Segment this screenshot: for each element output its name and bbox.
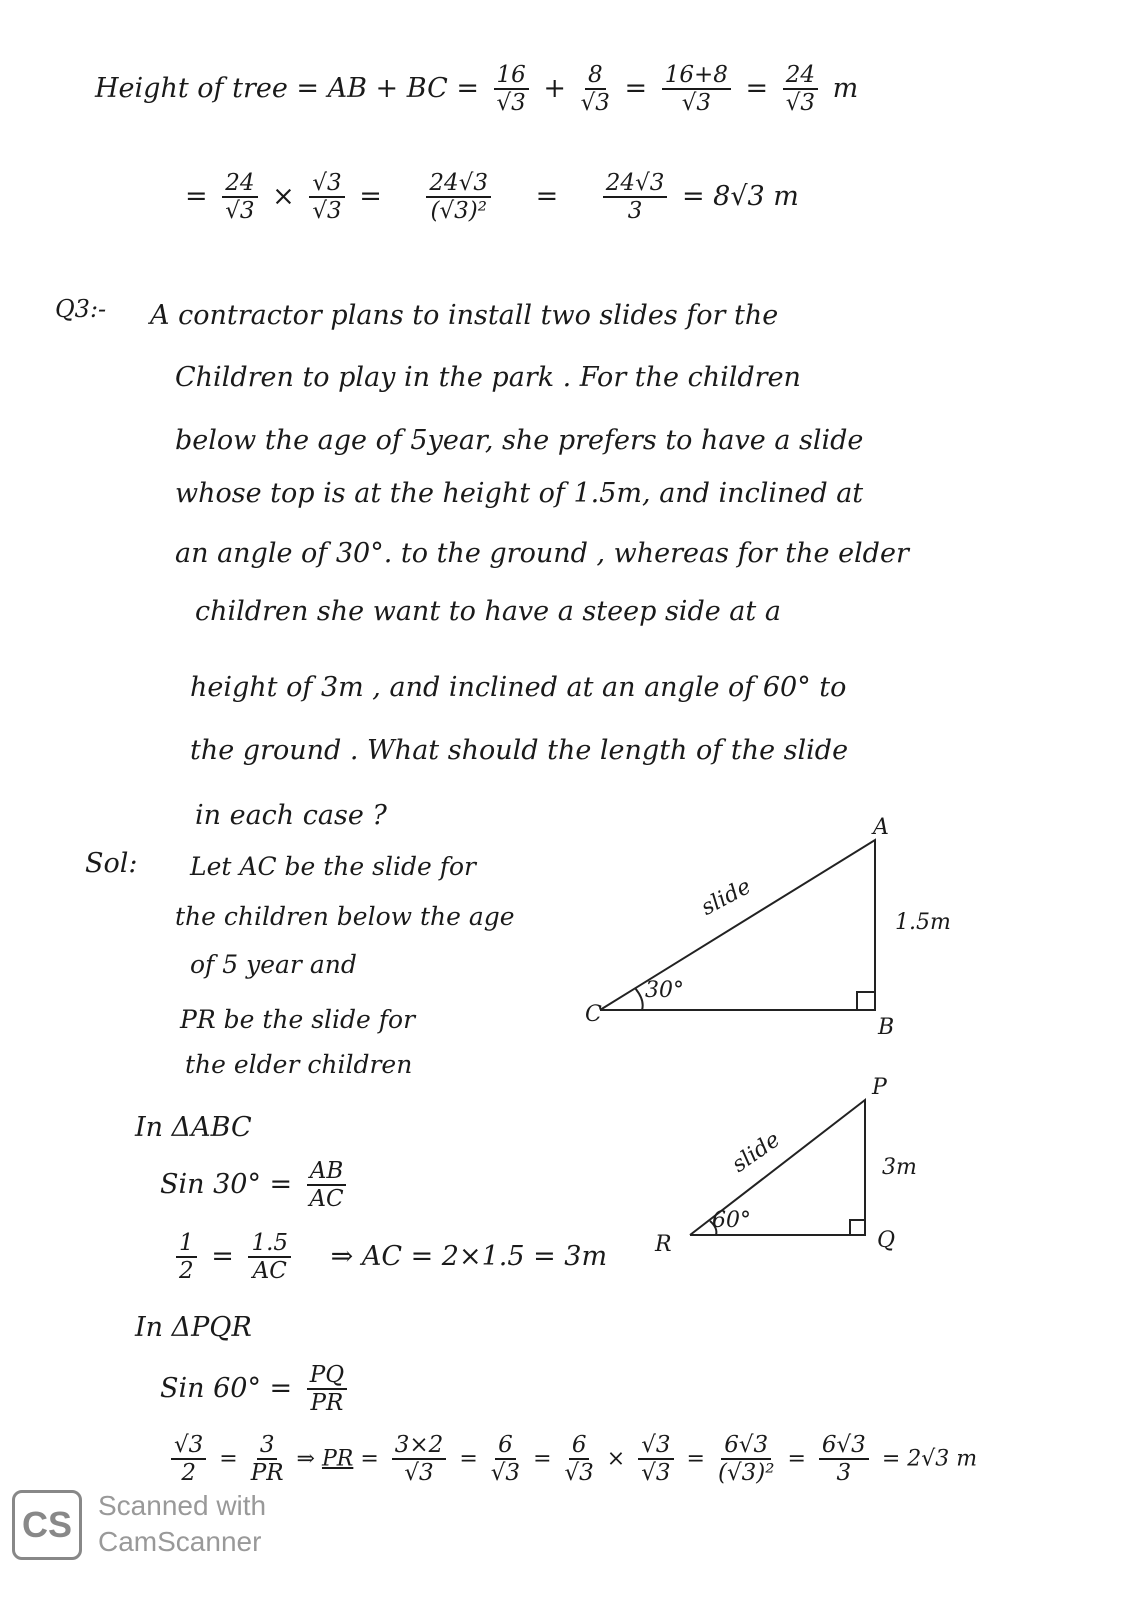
num: 6√3	[721, 1432, 771, 1460]
question-line: in each case ?	[195, 800, 387, 831]
t: = 2√3 m	[881, 1446, 978, 1472]
num: 24√3	[426, 170, 491, 198]
final-equation	[165, 1432, 977, 1487]
den: 3	[627, 198, 643, 225]
vertex-a: A	[873, 815, 889, 840]
fraction	[819, 1432, 869, 1487]
t: =	[359, 180, 382, 212]
question-label: Q3:-	[55, 295, 107, 323]
t: = AB + BC =	[296, 72, 479, 104]
t: ⇒ AC = 2×1.5 = 3m	[330, 1240, 608, 1272]
fraction	[307, 1158, 347, 1213]
fraction	[783, 62, 818, 117]
fraction	[222, 170, 257, 225]
fraction	[662, 62, 731, 117]
den: √3	[312, 198, 342, 225]
t: =	[533, 1446, 552, 1472]
camscanner-logo: CS	[12, 1490, 82, 1560]
num: √3	[309, 170, 344, 198]
angle-label: 60°	[712, 1208, 751, 1233]
t: ×	[272, 180, 295, 212]
den: √3	[496, 90, 526, 117]
num: 6	[495, 1432, 516, 1460]
t: =	[219, 1446, 238, 1472]
num: 24√3	[603, 170, 668, 198]
vertex-c: C	[585, 1002, 602, 1027]
t: = 8√3 m	[681, 180, 799, 212]
question-line: below the age of 5year, she prefers to have a slide	[175, 425, 864, 456]
question-line: an angle of 30°. to the ground , whereas for the elder	[175, 538, 909, 569]
fraction	[309, 170, 344, 225]
fraction	[718, 1432, 774, 1487]
angle-label: 30°	[645, 978, 684, 1003]
t: Sin 60° =	[160, 1372, 293, 1404]
question-line: A contractor plans to install two slides for the	[150, 300, 779, 331]
side-length: 3m	[882, 1155, 917, 1180]
height-line-1	[95, 62, 858, 117]
den: 2	[179, 1258, 194, 1285]
side-length: 1.5m	[895, 910, 951, 935]
solution-line: PR be the slide for	[180, 1005, 416, 1034]
fraction	[603, 170, 668, 225]
fraction	[581, 62, 610, 117]
watermark-text	[98, 1488, 266, 1560]
solution-label: Sol:	[85, 848, 138, 879]
t: PR	[321, 1446, 354, 1472]
t: =	[360, 1446, 379, 1472]
num: 8	[585, 62, 606, 90]
fraction	[494, 62, 529, 117]
fraction	[251, 1432, 284, 1487]
t: ⇒	[296, 1446, 315, 1472]
t: =	[185, 180, 208, 212]
den: √3	[564, 1460, 594, 1487]
solution-line: the children below the age	[175, 902, 515, 931]
num: 1	[176, 1230, 197, 1258]
den: √3	[681, 90, 711, 117]
t: =	[787, 1446, 806, 1472]
num: √3	[171, 1432, 206, 1460]
question-line: Children to play in the park . For the children	[175, 362, 801, 393]
den: √3	[641, 1460, 671, 1487]
solution-line: the elder children	[185, 1050, 413, 1079]
vertex-r: R	[655, 1232, 672, 1257]
t: =	[535, 180, 559, 212]
num: 16+8	[662, 62, 731, 90]
num: 24	[222, 170, 257, 198]
fraction	[491, 1432, 520, 1487]
slide-label: slide	[697, 874, 756, 921]
t: ×	[606, 1446, 626, 1472]
num: 16	[494, 62, 529, 90]
den: √3	[785, 90, 816, 117]
fraction	[176, 1230, 197, 1285]
den: √3	[580, 90, 610, 117]
den: PR	[250, 1460, 284, 1487]
den: (√3)²	[717, 1460, 775, 1487]
den: 2	[181, 1460, 196, 1487]
num: 6√3	[819, 1432, 869, 1460]
sin60-equation	[160, 1362, 353, 1417]
fraction	[171, 1432, 206, 1487]
solution-line: Let AC be the slide for	[190, 852, 476, 881]
t: =	[211, 1240, 234, 1272]
abc-heading: In ΔABC	[135, 1112, 252, 1143]
num: AB	[307, 1158, 347, 1186]
fraction	[248, 1230, 291, 1285]
fraction	[638, 1432, 673, 1487]
num: 24	[783, 62, 818, 90]
t: Sin 30° =	[160, 1168, 293, 1200]
fraction	[307, 1362, 347, 1417]
half-equation	[170, 1230, 607, 1285]
den: AC	[252, 1258, 287, 1285]
num: 3	[257, 1432, 278, 1460]
den: (√3)²	[430, 198, 487, 225]
num: PQ	[307, 1362, 347, 1390]
watermark-line: CamScanner	[98, 1526, 262, 1557]
question-line: height of 3m , and inclined at an angle of 60° to	[190, 672, 847, 703]
height-line-2	[185, 170, 799, 225]
t: =	[686, 1446, 705, 1472]
den: PR	[310, 1390, 344, 1417]
vertex-b: B	[878, 1015, 895, 1040]
num: 6	[569, 1432, 590, 1460]
solution-line: of 5 year and	[190, 950, 357, 979]
num: √3	[638, 1432, 673, 1460]
question-line: children she want to have a steep side at a	[195, 596, 781, 627]
t: =	[745, 72, 769, 104]
num: 3×2	[392, 1432, 447, 1460]
vertex-q: Q	[877, 1228, 896, 1253]
t: m	[832, 72, 859, 104]
den: √3	[490, 1460, 521, 1487]
sin30-equation	[160, 1158, 352, 1213]
label: Height of tree	[95, 72, 288, 104]
question-line: the ground . What should the length of the slide	[190, 735, 849, 766]
slide-label: slide	[727, 1127, 785, 1178]
fraction	[392, 1432, 447, 1487]
fraction	[565, 1432, 594, 1487]
t: +	[543, 72, 567, 104]
den: √3	[404, 1460, 434, 1487]
pqr-heading: In ΔPQR	[135, 1312, 252, 1343]
vertex-p: P	[872, 1075, 887, 1100]
watermark-line: Scanned with	[98, 1490, 267, 1521]
num: 1.5	[248, 1230, 291, 1258]
t: =	[459, 1446, 478, 1472]
t: =	[624, 72, 648, 104]
triangle-pqr-diagram	[660, 1090, 920, 1250]
fraction	[426, 170, 491, 225]
question-line: whose top is at the height of 1.5m, and inclined at	[175, 478, 864, 509]
den: AC	[309, 1186, 344, 1213]
den: 3	[836, 1460, 852, 1487]
den: √3	[225, 198, 255, 225]
